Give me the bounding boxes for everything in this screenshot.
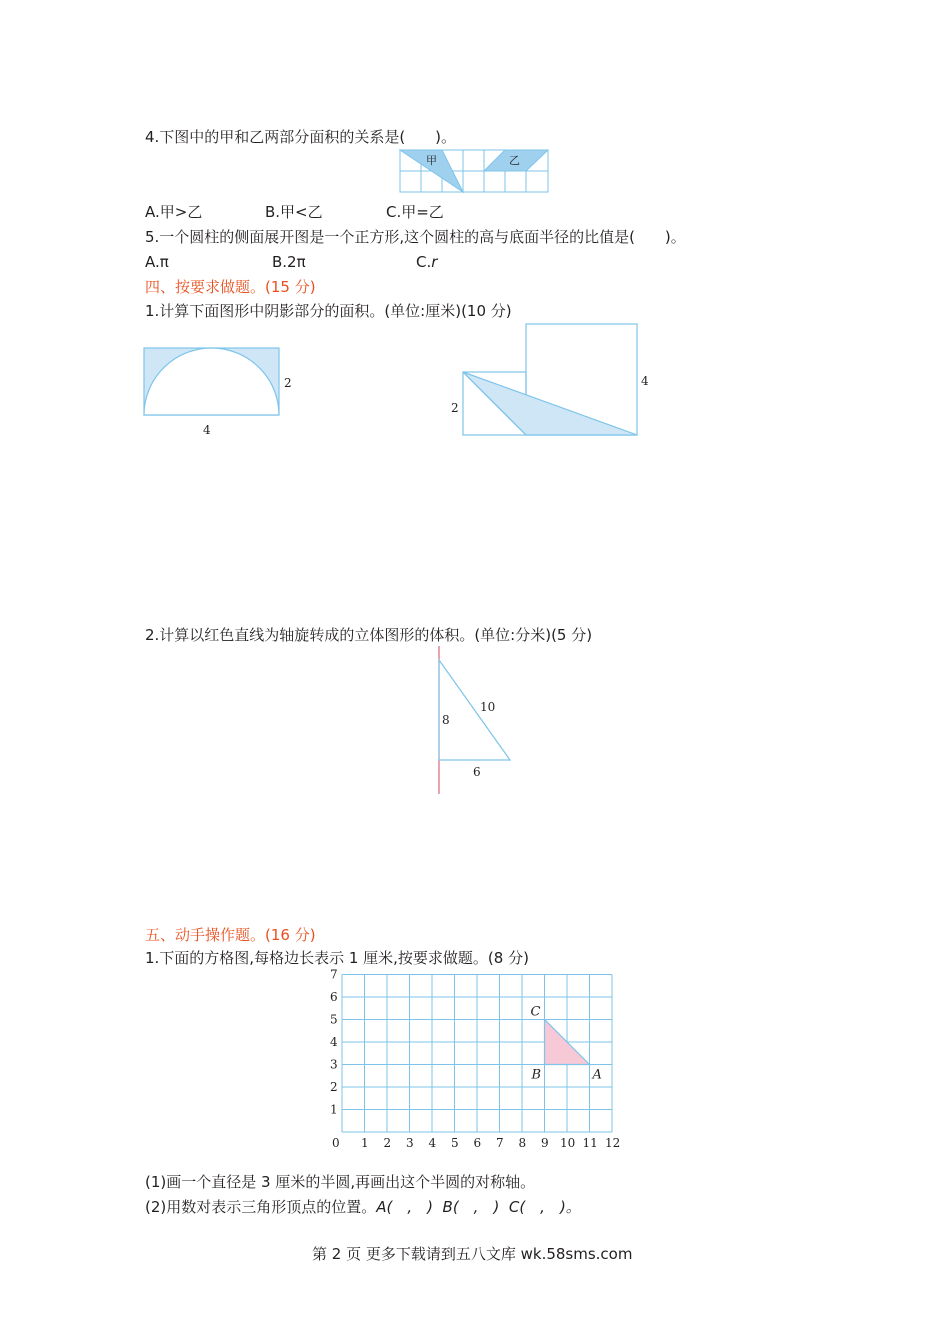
x-tick-label: 11 bbox=[582, 1136, 598, 1150]
point-b-label: B bbox=[531, 1067, 542, 1083]
y-tick-label: 4 bbox=[330, 1035, 338, 1049]
x-tick-label: 4 bbox=[428, 1136, 437, 1150]
y-tick-label: 5 bbox=[330, 1012, 338, 1027]
page-footer: 第 2 页 更多下载请到五八文库 wk.58sms.com bbox=[312, 1245, 633, 1263]
s5-q1-text: 1.下面的方格图,每格边长表示 1 厘米,按要求做题。(8 分) bbox=[145, 949, 529, 967]
s4-q1-figure1 bbox=[140, 344, 300, 440]
point-a-label: A bbox=[592, 1067, 602, 1083]
s4-fig2-big-label: 4 bbox=[641, 374, 649, 388]
q5-option-a: A.π bbox=[145, 253, 169, 271]
s4-fig1-width-label: 4 bbox=[203, 423, 211, 437]
q4-option-a: A.甲>乙 bbox=[145, 203, 203, 221]
s5-sub2-a: A( , ) bbox=[376, 1198, 433, 1216]
x-tick-label: 8 bbox=[518, 1136, 527, 1150]
s4-q2-hyp-label: 10 bbox=[480, 700, 496, 714]
q4-option-c: C.甲=乙 bbox=[386, 203, 444, 221]
section4-heading: 四、按要求做题。(15 分) bbox=[145, 278, 316, 296]
s5-sub1: (1)画一个直径是 3 厘米的半圆,再画出这个半圆的对称轴。 bbox=[145, 1173, 536, 1191]
q4-figure bbox=[398, 148, 552, 194]
y-tick-label: 6 bbox=[330, 990, 338, 1004]
y-tick-label: 7 bbox=[330, 967, 338, 982]
y-tick-label: 1 bbox=[330, 1102, 338, 1117]
q5-option-b: B.2π bbox=[272, 253, 306, 271]
s4-q2-text: 2.计算以红色直线为轴旋转成的立体图形的体积。(单位:分米)(5 分) bbox=[145, 626, 593, 644]
s4-fig2-small-label: 2 bbox=[451, 401, 459, 415]
s4-q2-base-label: 6 bbox=[473, 765, 481, 779]
x-tick-label: 12 bbox=[605, 1136, 621, 1150]
y-tick-label: 2 bbox=[330, 1080, 338, 1094]
y-tick-label: 3 bbox=[330, 1057, 338, 1072]
q4-label-b: 乙 bbox=[509, 154, 520, 167]
q4-text: 4.下图中的甲和乙两部分面积的关系是( )。 bbox=[145, 128, 457, 146]
s4-fig1-height-label: 2 bbox=[284, 376, 292, 390]
s4-q2-vertical-label: 8 bbox=[442, 713, 450, 727]
x-tick-label: 3 bbox=[406, 1136, 414, 1150]
x-tick-label: 2 bbox=[383, 1136, 392, 1150]
s4-q1-figure2 bbox=[445, 320, 665, 440]
q5-option-c: C.r bbox=[416, 253, 438, 271]
x-tick-label: 10 bbox=[560, 1136, 576, 1150]
s5-sub2: (2)用数对表示三角形顶点的位置。A( , ) B( , ) C( , )。 bbox=[145, 1198, 581, 1216]
q4-option-b: B.甲<乙 bbox=[265, 203, 323, 221]
s5-sub2-c: C( , )。 bbox=[508, 1198, 581, 1216]
s5-sub2-b: B( , ) bbox=[442, 1198, 500, 1216]
x-tick-label: 5 bbox=[451, 1136, 459, 1150]
x-tick-label: 9 bbox=[541, 1136, 549, 1150]
q4-label-a: 甲 bbox=[426, 154, 437, 167]
x-tick-label: 1 bbox=[361, 1136, 369, 1150]
q5-option-c-var: r bbox=[431, 253, 438, 271]
x-tick-label: 6 bbox=[473, 1136, 482, 1150]
s5-grid bbox=[322, 968, 632, 1154]
section5-heading: 五、动手操作题。(16 分) bbox=[145, 926, 316, 944]
s4-q1-text: 1.计算下面图形中阴影部分的面积。(单位:厘米)(10 分) bbox=[145, 302, 512, 320]
s4-q2-figure bbox=[430, 644, 520, 796]
point-c-label: C bbox=[530, 1004, 541, 1020]
q5-text: 5.一个圆柱的侧面展开图是一个正方形,这个圆柱的高与底面半径的比值是( )。 bbox=[145, 228, 686, 246]
x-tick-label: 7 bbox=[496, 1136, 504, 1150]
x-tick-label: 0 bbox=[332, 1136, 340, 1150]
